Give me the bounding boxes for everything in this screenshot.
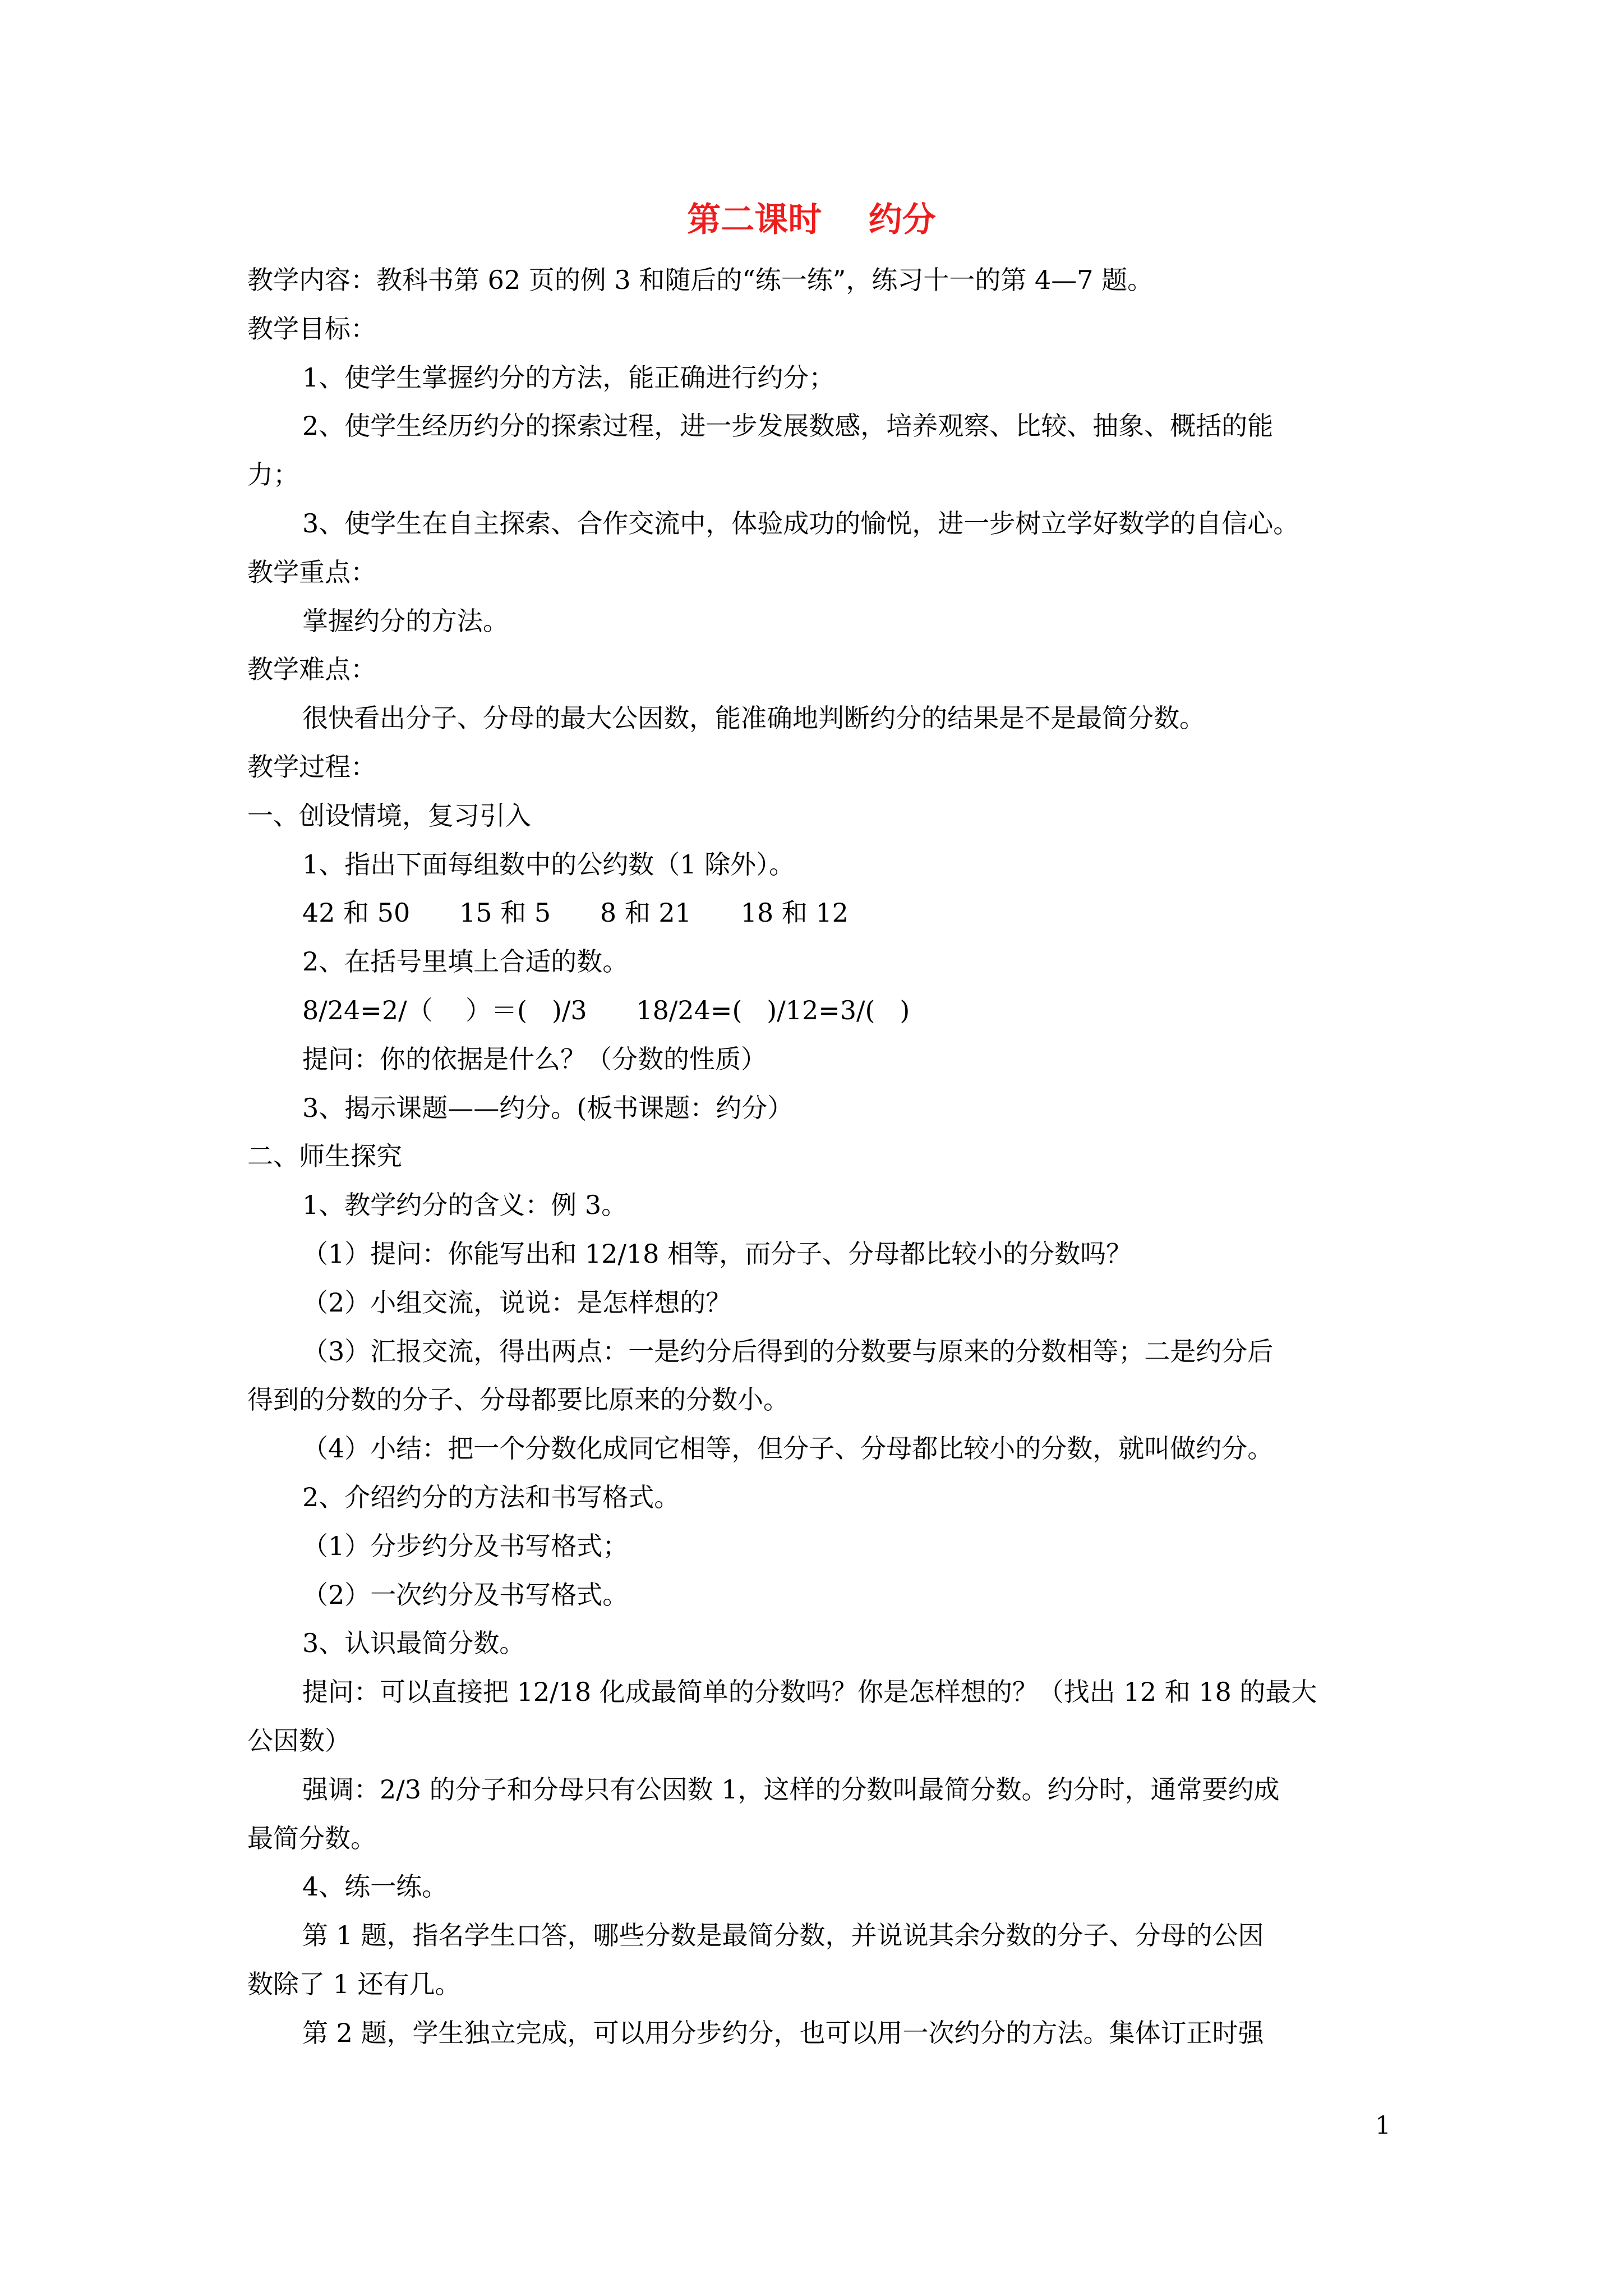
fraction-blanks: 8/24=2/（ ）＝( )/3 18/24=( )/12=3/( ) bbox=[302, 995, 910, 1025]
number-pairs: 42 和 50 15 和 5 8 和 21 18 和 12 bbox=[302, 898, 849, 928]
simplest-question: 提问：可以直接把 12/18 化成最简单的分数吗？你是怎样想的？（找出 12 和 18 的最大 bbox=[302, 1677, 1317, 1708]
explore-step-3: （3）汇报交流，得出两点：一是约分后得到的分数要与原来的分数相等；二是约分后 bbox=[302, 1336, 1274, 1366]
explore-item-2: 2、介绍约分的方法和书写格式。 bbox=[302, 1481, 680, 1512]
review-item-2: 2、在括号里填上合适的数。 bbox=[302, 946, 629, 977]
review-item-3: 3、揭示课题——约分。(板书课题：约分） bbox=[302, 1092, 794, 1123]
process-heading: 教学过程： bbox=[247, 751, 376, 782]
page-number: 1 bbox=[1375, 2111, 1391, 2140]
review-item-1: 1、指出下面每组数中的公约数（1 除外）。 bbox=[302, 849, 795, 880]
difficulties-heading: 教学难点： bbox=[247, 654, 376, 685]
lesson-title: 第二课时 约分 bbox=[687, 200, 936, 240]
explore-step-1: （1）提问：你能写出和 12/18 相等，而分子、分母都比较小的分数吗？ bbox=[302, 1238, 1132, 1269]
explore-step-2: （2）小组交流，说说：是怎样想的？ bbox=[302, 1287, 732, 1318]
teaching-content-line: 教学内容：教科书第 62 页的例 3 和随后的“练一练”，练习十一的第 4—7 题。 bbox=[247, 265, 1154, 295]
practice-heading: 4、练一练。 bbox=[302, 1871, 448, 1902]
key-point-text: 掌握约分的方法。 bbox=[302, 605, 509, 636]
difficulty-text: 很快看出分子、分母的最大公因数，能准确地判断约分的结果是不是最简分数。 bbox=[302, 703, 1205, 734]
emphasis-note: 强调：2/3 的分子和分母只有公因数 1，这样的分数叫最简分数。约分时，通常要约成 bbox=[302, 1774, 1280, 1805]
method-step-1: （1）分步约分及书写格式； bbox=[302, 1530, 629, 1561]
method-step-2: （2）一次约分及书写格式。 bbox=[302, 1579, 629, 1610]
lesson-body bbox=[247, 256, 1391, 2057]
key-points-heading: 教学重点： bbox=[247, 556, 376, 587]
practice-q1-continued: 数除了 1 还有几。 bbox=[247, 1968, 461, 1999]
objective-2-continued: 力； bbox=[247, 459, 299, 490]
explore-item-3: 3、认识最简分数。 bbox=[302, 1628, 525, 1659]
simplest-question-continued: 公因数） bbox=[247, 1725, 351, 1756]
emphasis-note-continued: 最简分数。 bbox=[247, 1823, 376, 1853]
objective-3: 3、使学生在自主探索、合作交流中，体验成功的愉悦，进一步树立学好数学的自信心。 bbox=[302, 508, 1299, 539]
explore-step-4: （4）小结：把一个分数化成同它相等，但分子、分母都比较小的分数，就叫做约分。 bbox=[302, 1433, 1274, 1464]
section-2-heading: 二、师生探究 bbox=[247, 1141, 402, 1172]
practice-q1: 第 1 题，指名学生口答，哪些分数是最简分数，并说说其余分数的分子、分母的公因 bbox=[302, 1920, 1264, 1951]
explore-item-1: 1、教学约分的含义：例 3。 bbox=[302, 1190, 628, 1221]
objective-2: 2、使学生经历约分的探索过程，进一步发展数感，培养观察、比较、抽象、概括的能 bbox=[302, 411, 1274, 441]
practice-q2: 第 2 题，学生独立完成，可以用分步约分，也可以用一次约分的方法。集体订正时强 bbox=[302, 2017, 1264, 2048]
question-basis: 提问：你的依据是什么？（分数的性质） bbox=[302, 1043, 767, 1074]
objective-1: 1、使学生掌握约分的方法，能正确进行约分； bbox=[302, 362, 835, 393]
explore-step-3-continued: 得到的分数的分子、分母都要比原来的分数小。 bbox=[247, 1384, 789, 1415]
section-1-heading: 一、创设情境，复习引入 bbox=[247, 800, 531, 831]
teaching-objectives-heading: 教学目标： bbox=[247, 313, 376, 344]
